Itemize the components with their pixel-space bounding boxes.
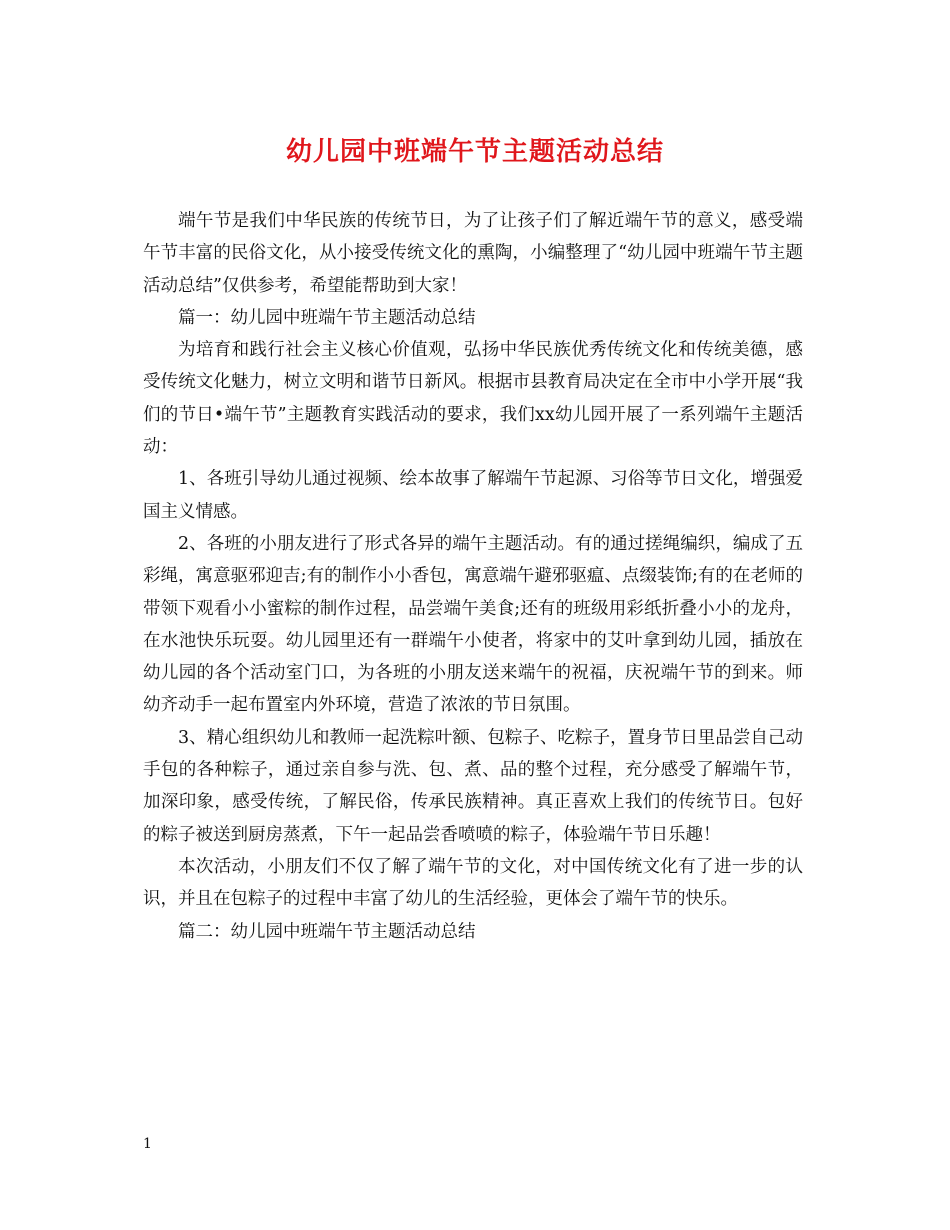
body-paragraph: 为培育和践行社会主义核心价值观，弘扬中华民族优秀传统文化和传统美德，感受传统文化魅力，树立文明和谐节日新风。根据市县教育局决定在全市中小学开展“我们的节日•端午节”主题教育实践活动的要求，我们xx幼儿园开展了一系列端午主题活动：: [143, 340, 803, 458]
intro-paragraph: 端午节是我们中华民族的传统节日，为了让孩子们了解近端午节的意义，感受端午节丰富的民俗文化，从小接受传统文化的熏陶，小编整理了“幼儿园中班端午节主题活动总结”仅供参考，希望能帮助到大家！: [143, 211, 803, 296]
document-body: [143, 205, 803, 948]
list-item-2: 2、各班的小朋友进行了形式各异的端午主题活动。有的通过搓绳编织，编成了五彩绳，寓意驱邪迎吉;有的制作小小香包，寓意端午避邪驱瘟、点缀装饰;有的在老师的带领下观看小小蜜粽的制作过程，品尝端午美食;还有的班级用彩纸折叠小小的龙舟，在水池快乐玩耍。幼儿园里还有一群端午小使者，将家中的艾叶拿到幼儿园，插放在幼儿园的各个活动室门口，为各班的小朋友送来端午的祝福，庆祝端午节的到来。师幼齐动手一起布置室内外环境，营造了浓浓的节日氛围。: [143, 533, 803, 716]
list-item-3: 3、精心组织幼儿和教师一起洗粽叶额、包粽子、吃粽子，置身节日里品尝自己动手包的各种粽子，通过亲自参与洗、包、煮、品的整个过程，充分感受了解端午节，加深印象，感受传统，了解民俗，传承民族精神。真正喜欢上我们的传统节日。包好的粽子被送到厨房蒸煮，下午一起品尝香喷喷的粽子，体验端午节日乐趣！: [143, 727, 803, 845]
section-heading-1: 篇一：幼儿园中班端午节主题活动总结: [178, 307, 476, 328]
page-number: 1: [143, 1136, 152, 1152]
conclusion-paragraph: 本次活动，小朋友们不仅了解了端午节的文化，对中国传统文化有了进一步的认识，并且在包粽子的过程中丰富了幼儿的生活经验，更体会了端午节的快乐。: [143, 856, 803, 910]
list-item-1: 1、各班引导幼儿通过视频、绘本故事了解端午节起源、习俗等节日文化，增强爱国主义情感。: [143, 469, 803, 522]
section-heading-2: 篇二：幼儿园中班端午节主题活动总结: [178, 921, 476, 942]
document-title: 幼儿园中班端午节主题活动总结: [285, 137, 664, 167]
